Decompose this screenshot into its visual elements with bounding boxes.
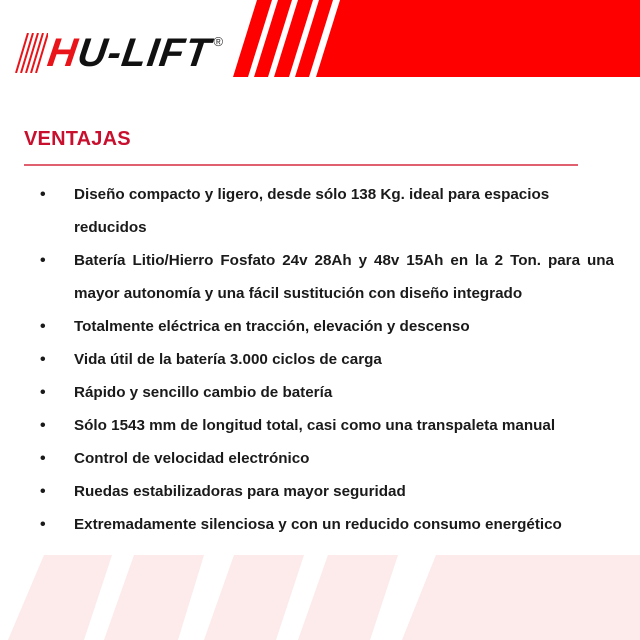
list-item: • Rápido y sencillo cambio de batería [0, 376, 640, 409]
bullet-icon: • [40, 417, 46, 434]
section-title: VENTAJAS [24, 128, 131, 150]
logo-speed-lines-icon [14, 33, 48, 73]
bullet-icon: • [40, 516, 46, 533]
list-item: • Extremadamente silenciosa y con un reducido consumo energético [0, 508, 640, 541]
footer-stripe-watermark [0, 555, 640, 640]
list-item: • Batería Litio/Hierro Fosfato 24v 28Ah y 48v 15Ah en la 2 Ton. para una mayor autonomía y una fácil sustitución con diseño integrado [0, 244, 640, 310]
list-item: • Sólo 1543 mm de longitud total, casi como una transpaleta manual [0, 409, 640, 442]
logo-wordmark: HU-LIFT [44, 31, 214, 75]
bullet-icon: • [40, 318, 46, 335]
list-item: • Totalmente eléctrica en tracción, elevación y descenso [0, 310, 640, 343]
list-item: • Control de velocidad electrónico [0, 442, 640, 475]
bullet-icon: • [40, 483, 46, 500]
list-item: • Ruedas estabilizadoras para mayor seguridad [0, 475, 640, 508]
registered-mark: ® [213, 33, 224, 49]
hu-lift-logo [14, 30, 223, 76]
bullet-icon: • [40, 384, 46, 401]
bullet-icon: • [40, 252, 46, 269]
title-divider [24, 164, 578, 166]
list-item: • Vida útil de la batería 3.000 ciclos de carga [0, 343, 640, 376]
advantages-list [0, 178, 640, 541]
bullet-icon: • [40, 186, 46, 203]
list-item: • Diseño compacto y ligero, desde sólo 138 Kg. ideal para espacios reducidos [0, 178, 640, 244]
bullet-icon: • [40, 351, 46, 368]
bullet-icon: • [40, 450, 46, 467]
